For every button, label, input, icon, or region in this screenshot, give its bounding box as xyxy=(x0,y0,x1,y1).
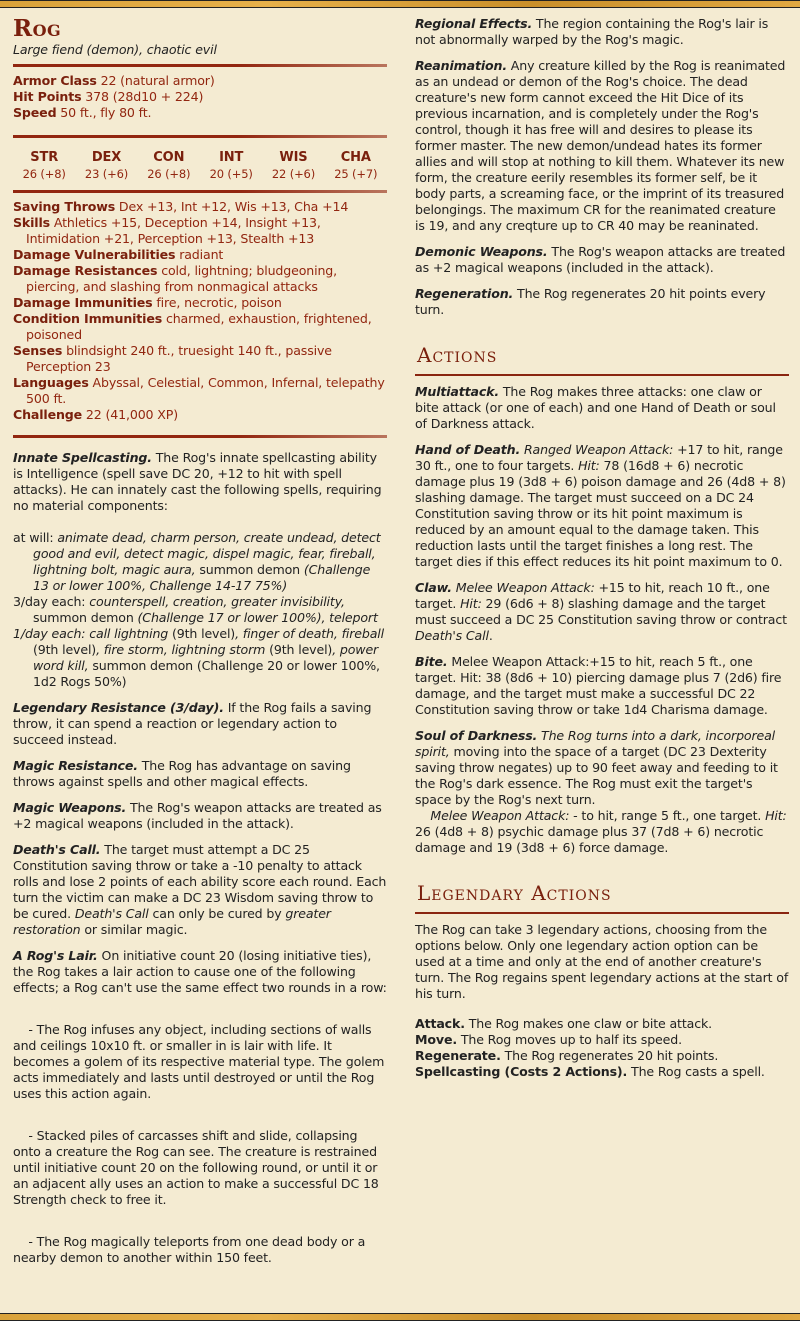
property-saving-throws xyxy=(13,199,387,215)
ability-name: CON xyxy=(153,150,185,165)
text-run: , finger of death, fireball xyxy=(235,626,384,641)
lair-action-1 xyxy=(13,1022,387,1102)
text-run: greater restoration xyxy=(13,906,331,937)
property-condition-immunities xyxy=(13,311,387,343)
trait-regeneration xyxy=(415,286,789,318)
divider xyxy=(13,190,387,193)
property-label: Skills xyxy=(13,215,50,230)
property-label: Languages xyxy=(13,375,89,390)
text-run: moving into the space of a target (DC 23 Dexterity saving throw negates) up to 90 feet away and feeding to it the Rog's dark essence. The Rog must exit the target's space by the Rog's next turn. xyxy=(415,744,778,807)
property-challenge xyxy=(13,407,387,423)
text-run: The Rog's weapon attacks are treated as +2 magical weapons (included in the attack). xyxy=(415,244,786,275)
spell-list-1-day xyxy=(13,626,387,690)
property-skills xyxy=(13,215,387,247)
text-run: 3/day each: xyxy=(13,594,90,609)
trait-name: Bite. xyxy=(415,654,448,669)
text-run: can only be cured by xyxy=(148,906,286,921)
trait-name: Multiattack. xyxy=(415,384,500,399)
trait-name: Death's Call. xyxy=(13,842,101,857)
legendary-move xyxy=(415,1032,789,1048)
ability-str xyxy=(23,150,66,182)
action-hand-of-death xyxy=(415,442,789,570)
text-run: The Rog's innate spellcasting ability is Intelligence (spell save DC 20, +12 to hit with spell attacks). He can innately cast the following spells, requiring no material components: xyxy=(13,450,382,513)
right-column xyxy=(415,16,789,1080)
property-label: Damage Immunities xyxy=(13,295,153,310)
trait-legendary-resistance xyxy=(13,700,387,748)
legendary-actions-heading: Legendary Actions xyxy=(417,881,612,905)
trait-reanimation xyxy=(415,58,789,234)
text-run: The Rog regenerates 20 hit points every turn. xyxy=(415,286,766,317)
text-run: The region containing the Rog's lair is not abnormally warped by the Rog's magic. xyxy=(415,16,769,47)
text-run: (Challenge 13 or lower 100%, Challenge 14-17 75%) xyxy=(33,562,371,593)
text-run: The Rog turns into a dark, incorporeal spirit, xyxy=(415,728,776,759)
monster-name: Rog xyxy=(13,15,62,42)
text-run xyxy=(415,808,430,823)
ability-wis xyxy=(272,150,315,182)
trait-name: Regeneration. xyxy=(415,286,514,301)
ability-score: 22 (+6) xyxy=(271,167,316,181)
property-value: fire, necrotic, poison xyxy=(152,295,282,310)
trait-name: Regenerate. xyxy=(415,1048,501,1063)
trait-name: Legendary Resistance (3/day). xyxy=(13,700,224,715)
property-value: blindsight 240 ft., truesight 140 ft., passive Perception 23 xyxy=(26,343,332,374)
property-label: Damage Resistances xyxy=(13,263,158,278)
text-run: Hit: xyxy=(765,808,787,823)
trait-name: Attack. xyxy=(415,1016,465,1031)
text-run: , fire storm, lightning storm xyxy=(96,642,266,657)
trait-regional-effects xyxy=(415,16,789,48)
hit-points xyxy=(13,89,387,105)
text-run: Ranged Weapon Attack: xyxy=(520,442,674,457)
trait-name: Hand of Death. xyxy=(415,442,521,457)
left-column xyxy=(13,16,387,1276)
text-run: Hit: xyxy=(460,596,482,611)
ability-scores xyxy=(13,144,387,186)
text-run: at will: xyxy=(13,530,58,545)
ability-cha xyxy=(334,150,377,182)
property-label: Damage Vulnerabilities xyxy=(13,247,176,262)
text-run: Melee Weapon Attack:+15 to hit, reach 5 ft., one target. Hit: 38 (8d6 + 10) piercing damage plus 7 (2d6) fire damage, and the target must make a successful DC 22 Constitution saving throw or take 1d4 Charisma damage. xyxy=(415,654,782,717)
ability-score: 23 (+6) xyxy=(84,167,129,181)
text-run: Melee Weapon Attack: xyxy=(430,808,570,823)
action-soul-of-darkness-attack xyxy=(415,808,789,856)
text-run: - The Rog infuses any object, including sections of walls and ceilings 10x10 ft. or smaller in is lair with life. It becomes a golem of its respective material type. The golem acts immediately and lasts until destroyed or until the Rog uses this action again. xyxy=(13,1022,385,1101)
trait-name: Soul of Darkness. xyxy=(415,728,538,743)
ability-con xyxy=(147,150,190,182)
text-run: 1/day each: call lightning xyxy=(13,626,169,641)
text-run: On initiative count 20 (losing initiative ties), the Rog takes a lair action to cause one of the following effects; a Rog can't use the same effect two rounds in a row: xyxy=(13,948,387,995)
label: Hit Points xyxy=(13,89,82,104)
legendary-intro xyxy=(415,922,789,1002)
divider xyxy=(13,435,387,438)
legendary-spellcasting xyxy=(415,1064,789,1080)
ability-name: CHA xyxy=(340,150,371,165)
ability-score: 26 (+8) xyxy=(22,167,66,181)
properties xyxy=(13,199,387,423)
basics xyxy=(13,73,387,121)
property-label: Challenge xyxy=(13,407,83,422)
text-run: The Rog can take 3 legendary actions, choosing from the options below. Only one legendary action option can be used at a time and only at the end of another creature's turn. The Rog regains spent legendary actions at the start of his turn. xyxy=(415,922,789,1001)
text-run: summon demon xyxy=(33,610,138,625)
trait-name: Regional Effects. xyxy=(415,16,533,31)
property-damage-resistances xyxy=(13,263,387,295)
armor-class xyxy=(13,73,387,89)
text-run: If the Rog fails a saving throw, it can spend a reaction or legendary action to succeed instead. xyxy=(13,700,372,747)
ability-score: 26 (+8) xyxy=(147,167,191,181)
label: Speed xyxy=(13,105,57,120)
value: 50 ft., fly 80 ft. xyxy=(56,105,152,120)
text-run: - Stacked piles of carcasses shift and slide, collapsing onto a creature the Rog can see. The creature is restrained until initiative count 20 on the following round, or until it or an adjacent ally uses an action to make a successful DC 18 Strength check to free it. xyxy=(13,1128,379,1207)
lair-action-2 xyxy=(13,1128,387,1208)
property-label: Senses xyxy=(13,343,63,358)
property-value: 22 (41,000 XP) xyxy=(82,407,178,422)
text-run: The Rog makes one claw or bite attack. xyxy=(464,1016,712,1031)
action-soul-of-darkness xyxy=(415,728,789,808)
divider xyxy=(13,64,387,67)
value: 378 (28d10 + 224) xyxy=(81,89,204,104)
trait-name: Move. xyxy=(415,1032,457,1047)
property-damage-vulnerabilities xyxy=(13,247,387,263)
actions-heading: Actions xyxy=(417,343,498,367)
text-run: summon demon xyxy=(195,562,304,577)
text-run: (9th level) xyxy=(33,642,97,657)
text-run: summon demon (Challenge 20 or lower 100%, 1d2 Rogs 50%) xyxy=(33,658,380,689)
ability-int xyxy=(210,150,253,182)
trait-name: Demonic Weapons. xyxy=(415,244,548,259)
text-run: +17 to hit, range 30 ft., one to four targets. xyxy=(415,442,783,473)
action-bite xyxy=(415,654,789,718)
trait-innate-spellcasting xyxy=(13,450,387,514)
text-run: Hit: xyxy=(578,458,600,473)
trait-magic-resistance xyxy=(13,758,387,790)
text-run: (Challenge 17 or lower 100%), teleport xyxy=(137,610,378,625)
property-senses xyxy=(13,343,387,375)
text-run: The target must attempt a DC 25 Constitution saving throw or take a -10 penalty to attack rolls and lose 2 points of each ability score each round. Each turn the victim can make a DC 23 Wisdom saving throw to be cured. xyxy=(13,842,387,921)
monster-subtitle: Large fiend (demon), chaotic evil xyxy=(13,42,217,57)
text-run: Death's Call xyxy=(74,906,149,921)
property-damage-immunities xyxy=(13,295,387,311)
property-label: Condition Immunities xyxy=(13,311,163,326)
text-run: 78 (16d8 + 6) necrotic damage plus 19 (3d8 + 6) poison damage and 26 (4d8 + 8) slashing damage. The target must succeed on a DC 24 Constitution saving throw or its hit point maximum is reduced by an amount equal to the damage taken. This reduction lasts until the target finishes a long rest. The target dies if this effect reduces its hit point maximum to 0. xyxy=(415,458,786,569)
text-run: (9th level) xyxy=(265,642,333,657)
property-label: Saving Throws xyxy=(13,199,116,214)
text-run: counterspell, creation, greater invisibility, xyxy=(89,594,345,609)
trait-demonic-weapons xyxy=(415,244,789,276)
speed xyxy=(13,105,387,121)
top-border xyxy=(0,0,800,8)
property-languages xyxy=(13,375,387,407)
property-value: cold, lightning; bludgeoning, piercing, and slashing from nonmagical attacks xyxy=(26,263,337,294)
trait-lair xyxy=(13,948,387,996)
spell-list-3-day xyxy=(13,594,387,626)
text-run: Any creature killed by the Rog is reanimated as an undead or demon of the Rog's choice. The dead creature's new form cannot exceed the Hit Dice of its previous incarnation, and is completely under the Rog's control, though it has free will and desires to please its former master. The new demon/undead hates its former allies and will stop at nothing to kill them. Whatever its new form, the creature eerily resembles its former self, be it body parts, a screaming face, or the imprint of its treasured belongings. The maximum CR for the reanimated creature is 19, and any creqture up to CR 40 may be reaninated. xyxy=(415,58,786,233)
text-run: Death's Call xyxy=(415,628,489,643)
text-run: animate dead, charm person, create undead, detect good and evil, detect magic, dispel magic, fear, fireball, lightning bolt, magic aura, xyxy=(33,530,381,577)
spell-list-at-will xyxy=(13,530,387,594)
text-run: , power word kill, xyxy=(33,642,379,673)
property-value: Athletics +15, Deception +14, Insight +13, Intimidation +21, Perception +13, Stealth +13 xyxy=(26,215,321,246)
trait-name: A Rog's Lair. xyxy=(13,948,98,963)
divider xyxy=(13,135,387,138)
trait-deaths-call xyxy=(13,842,387,938)
text-run: (9th level) xyxy=(168,626,236,641)
property-value: radiant xyxy=(175,247,224,262)
ability-score: 20 (+5) xyxy=(209,167,253,181)
text-run: 26 (4d8 + 8) psychic damage plus 37 (7d8 + 6) necrotic damage and 19 (3d8 + 6) force damage. xyxy=(415,824,764,855)
text-run: - The Rog magically teleports from one dead body or a nearby demon to another within 150 feet. xyxy=(13,1234,366,1265)
label: Armor Class xyxy=(13,73,97,88)
action-claw xyxy=(415,580,789,644)
text-run: The Rog regenerates 20 hit points. xyxy=(500,1048,719,1063)
ability-score: 25 (+7) xyxy=(334,167,378,181)
lair-action-3 xyxy=(13,1234,387,1266)
ability-name: DEX xyxy=(91,150,122,165)
divider xyxy=(415,374,789,376)
ability-dex xyxy=(85,150,128,182)
trait-name: Claw. xyxy=(415,580,452,595)
text-run: The Rog makes three attacks: one claw or bite attack (or one of each) and one Hand of Death or soul of Darkness attack. xyxy=(415,384,776,431)
trait-name: Magic Resistance. xyxy=(13,758,138,773)
property-value: charmed, exhaustion, frightened, poisoned xyxy=(26,311,372,342)
trait-name: Spellcasting (Costs 2 Actions). xyxy=(415,1064,628,1079)
text-run: . xyxy=(488,628,493,643)
ability-name: WIS xyxy=(279,150,308,165)
trait-name: Innate Spellcasting. xyxy=(13,450,152,465)
text-run: The Rog moves up to half its speed. xyxy=(456,1032,682,1047)
text-run: The Rog has advantage on saving throws against spells and other magical effects. xyxy=(13,758,351,789)
property-value: Abyssal, Celestial, Common, Infernal, telepathy 500 ft. xyxy=(26,375,385,406)
text-run: The Rog's weapon attacks are treated as +2 magical weapons (included in the attack). xyxy=(13,800,382,831)
ability-name: STR xyxy=(30,150,59,165)
trait-name: Reanimation. xyxy=(415,58,507,73)
ability-name: INT xyxy=(219,150,244,165)
text-run: - to hit, range 5 ft., one target. xyxy=(569,808,766,823)
value: 22 (natural armor) xyxy=(96,73,215,88)
legendary-regenerate xyxy=(415,1048,789,1064)
property-value: Dex +13, Int +12, Wis +13, Cha +14 xyxy=(115,199,349,214)
text-run: +15 to hit, reach 10 ft., one target. xyxy=(415,580,770,611)
action-multiattack xyxy=(415,384,789,432)
legendary-attack xyxy=(415,1016,789,1032)
text-run: 29 (6d6 + 8) slashing damage and the target must succeed a DC 25 Constitution saving throw or contract xyxy=(415,596,787,627)
text-run: Melee Weapon Attack: xyxy=(451,580,595,595)
bottom-border xyxy=(0,1313,800,1321)
text-run: The Rog casts a spell. xyxy=(627,1064,765,1079)
text-run: or similar magic. xyxy=(80,922,188,937)
trait-magic-weapons xyxy=(13,800,387,832)
divider xyxy=(415,912,789,914)
trait-name: Magic Weapons. xyxy=(13,800,127,815)
